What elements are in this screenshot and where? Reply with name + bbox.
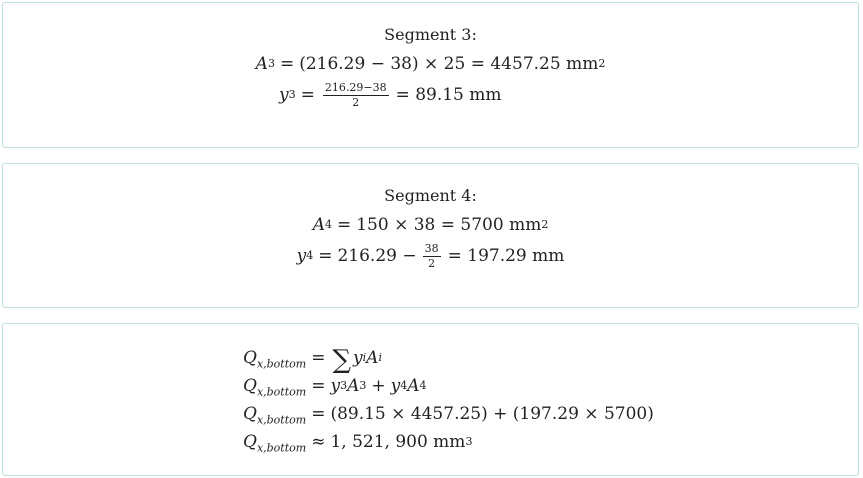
- a-symbol: A: [407, 376, 420, 396]
- summary-result: 1, 521, 900 mm: [330, 432, 466, 452]
- segment-4-area-equation: A 4 = 150 × 38 = 5700 mm 2: [312, 215, 549, 235]
- centroid-fraction: [323, 82, 389, 109]
- summary-line-3: $Q_{x,bottom}$ = (89.15 × 4457.25) + (197.29 × 5700): [243, 404, 654, 427]
- plus-operator: +: [371, 376, 386, 396]
- q-symbol: Q: [243, 404, 257, 424]
- first-moment-summary-card: [2, 323, 859, 476]
- segment-4-centroid-equation: y 4 = 216.29 − $\frac{38}{2}$ = 197.29 mm: [296, 242, 565, 270]
- q-symbol: Q: [243, 348, 257, 368]
- fraction-denominator: 2: [428, 257, 436, 270]
- y-symbol: y: [390, 376, 401, 396]
- area-symbol: A: [312, 215, 325, 235]
- y-symbol: y: [330, 376, 341, 396]
- fraction-numerator: 216.29−38: [324, 81, 387, 94]
- summary-line-1: $Q_{x,bottom}$ = ∑ y i A i: [243, 345, 382, 375]
- a-symbol: A: [347, 376, 360, 396]
- centroid-symbol: y: [279, 84, 289, 105]
- segment-4-centroid-rhs: = 197.29 mm: [447, 245, 565, 266]
- segment-3-centroid-equation: y 3 = $\frac{216.29-38}{2}$ = 89.15 mm: [279, 81, 502, 109]
- segment-3-area-rhs: (216.29 − 38) × 25 = 4457.25 mm: [299, 54, 599, 74]
- centroid-symbol: y: [296, 245, 307, 266]
- fraction-numerator: 38: [424, 242, 439, 255]
- q-symbol: Q: [243, 432, 257, 452]
- q-symbol: Q: [243, 376, 257, 396]
- segment-3-card: [2, 2, 859, 148]
- segment-4-area-rhs: 150 × 38 = 5700 mm: [356, 215, 542, 235]
- segment-3-area-equation: A 3 = (216.29 − 38) × 25 = 4457.25 mm 2: [255, 54, 606, 74]
- fraction-denominator: 2: [352, 96, 360, 109]
- summary-line-2: $Q_{x,bottom}$ = y 3 A 3 + y 4 A 4: [243, 376, 427, 399]
- q-subscript: x,bottom: [256, 385, 307, 399]
- q-subscript: x,bottom: [256, 413, 307, 427]
- q-subscript: x,bottom: [256, 357, 307, 371]
- summary-line-4: $Q_{x,bottom}$ ≈ 1, 521, 900 mm 3: [243, 432, 473, 455]
- segment-4-title: Segment 4:: [384, 186, 477, 205]
- y-symbol: y: [353, 348, 363, 368]
- segment-4-centroid-pre: 216.29 −: [337, 245, 417, 266]
- q-subscript: x,bottom: [256, 441, 307, 455]
- centroid-fraction: [423, 243, 441, 270]
- a-symbol: A: [366, 348, 379, 368]
- summary-line-3-rhs: (89.15 × 4457.25) + (197.29 × 5700): [330, 404, 654, 424]
- area-symbol: A: [255, 54, 268, 74]
- segment-4-card: [2, 163, 859, 308]
- summation-symbol: ∑: [332, 345, 352, 375]
- approx-operator: ≈: [311, 432, 326, 452]
- segment-3-title: Segment 3:: [384, 25, 477, 44]
- segment-3-centroid-rhs: = 89.15 mm: [395, 84, 502, 105]
